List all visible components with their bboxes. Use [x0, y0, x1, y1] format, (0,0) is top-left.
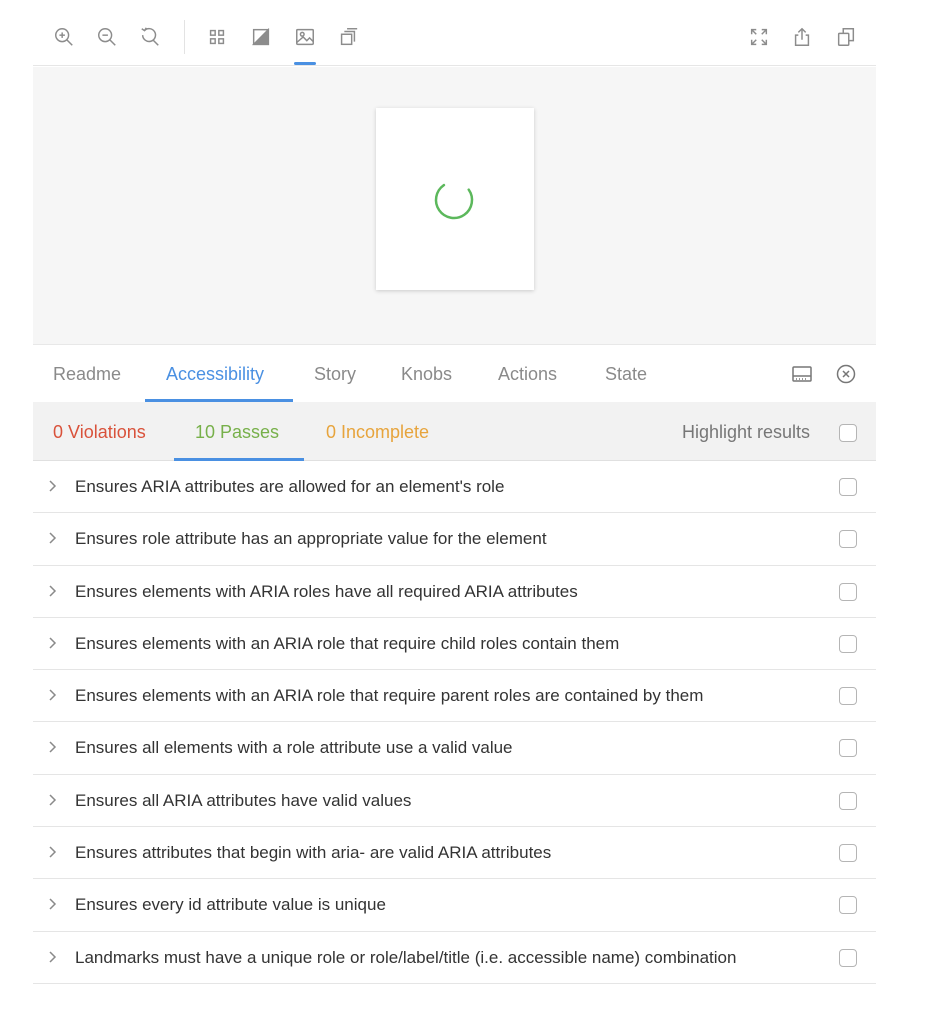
story-preview: [33, 67, 876, 344]
chevron-right-icon: [45, 583, 61, 599]
list-item[interactable]: [33, 566, 876, 618]
chevron-right-icon: [45, 478, 61, 494]
chevron-right-icon: [45, 530, 61, 546]
tab-story[interactable]: Story: [314, 364, 357, 384]
zoom-in-icon: [53, 26, 75, 48]
image-button[interactable]: [292, 24, 318, 50]
fullscreen-icon: [748, 26, 770, 48]
zoom-in-button[interactable]: [51, 24, 77, 50]
zoom-out-icon: [96, 26, 118, 48]
list-item[interactable]: [33, 670, 876, 722]
tab-actions[interactable]: Actions: [498, 364, 558, 384]
list-item[interactable]: [33, 513, 876, 565]
rule-description: Ensures all elements with a role attribute use a valid value: [75, 738, 513, 758]
chevron-right-icon: [45, 687, 61, 703]
rule-checkbox[interactable]: [839, 844, 857, 862]
share-button[interactable]: [789, 24, 815, 50]
copy-button[interactable]: [833, 24, 859, 50]
rule-checkbox[interactable]: [839, 792, 857, 810]
tab-readme[interactable]: Readme: [53, 364, 122, 384]
grid-button[interactable]: [204, 24, 230, 50]
rule-description: Ensures elements with an ARIA role that require child roles contain them: [75, 633, 620, 653]
rule-description: Ensures ARIA attributes are allowed for an element's role: [75, 477, 505, 496]
reset-zoom-icon: [139, 26, 161, 48]
rule-description: Ensures every id attribute value is unique: [75, 895, 386, 915]
list-item[interactable]: [33, 775, 876, 827]
rule-description: Ensures elements with an ARIA role that require parent roles are contained by them: [75, 686, 704, 706]
rule-description: Landmarks must have a unique role or role/label/title (i.e. accessible name) combination: [75, 947, 737, 967]
list-item[interactable]: [33, 722, 876, 774]
close-circle-icon: [834, 362, 858, 386]
violations-tab[interactable]: 0 Violations: [53, 422, 146, 442]
preview-card: [376, 108, 534, 290]
rule-checkbox[interactable]: [839, 687, 857, 705]
chevron-right-icon: [45, 792, 61, 808]
image-icon: [294, 26, 316, 48]
incomplete-tab[interactable]: 0 Incomplete: [326, 422, 430, 442]
tab-accessibility[interactable]: Accessibility: [166, 364, 265, 384]
rule-description: Ensures all ARIA attributes have valid values: [75, 790, 412, 810]
zoom-out-button[interactable]: [94, 24, 120, 50]
grid-icon: [206, 26, 228, 48]
list-item[interactable]: [33, 827, 876, 879]
contrast-icon: [250, 26, 272, 48]
list-item[interactable]: [33, 618, 876, 670]
panel-bottom-icon: [790, 362, 814, 386]
chevron-right-icon: [45, 739, 61, 755]
panel-position-button[interactable]: [790, 362, 814, 386]
viewport-icon: [337, 26, 359, 48]
close-panel-button[interactable]: [834, 362, 858, 386]
viewport-button[interactable]: [335, 24, 361, 50]
storybook-frame: [33, 0, 876, 1014]
active-tool-indicator: [294, 62, 316, 65]
list-item[interactable]: [33, 879, 876, 931]
tab-state[interactable]: State: [605, 364, 648, 384]
results-tabs: [33, 402, 876, 461]
background-button[interactable]: [248, 24, 274, 50]
fullscreen-button[interactable]: [746, 24, 772, 50]
chevron-right-icon: [45, 949, 61, 965]
rule-checkbox[interactable]: [839, 530, 857, 548]
rule-checkbox[interactable]: [839, 478, 857, 496]
passes-tab[interactable]: 10 Passes: [195, 422, 280, 442]
rule-checkbox[interactable]: [839, 635, 857, 653]
rule-checkbox[interactable]: [839, 896, 857, 914]
rule-description: Ensures attributes that begin with aria- are valid ARIA attributes: [75, 843, 552, 863]
list-item[interactable]: [33, 461, 876, 513]
highlight-results-checkbox[interactable]: [839, 424, 857, 442]
copy-icon: [835, 26, 857, 48]
rule-checkbox[interactable]: [839, 949, 857, 967]
toolbar-divider: [184, 20, 185, 54]
highlight-results-label: Highlight results: [682, 422, 811, 442]
tab-knobs[interactable]: Knobs: [401, 364, 453, 384]
loading-spinner-icon: [432, 178, 476, 222]
chevron-right-icon: [45, 844, 61, 860]
rules-list: [33, 461, 876, 984]
share-icon: [791, 26, 813, 48]
toolbar: [33, 0, 876, 66]
rule-checkbox[interactable]: [839, 739, 857, 757]
rule-checkbox[interactable]: [839, 583, 857, 601]
rule-description: Ensures role attribute has an appropriate value for the element: [75, 529, 547, 549]
chevron-right-icon: [45, 635, 61, 651]
reset-zoom-button[interactable]: [137, 24, 163, 50]
list-item[interactable]: [33, 932, 876, 984]
chevron-right-icon: [45, 896, 61, 912]
addon-tabs: [33, 344, 876, 402]
rule-description: Ensures elements with ARIA roles have all required ARIA attributes: [75, 581, 578, 601]
